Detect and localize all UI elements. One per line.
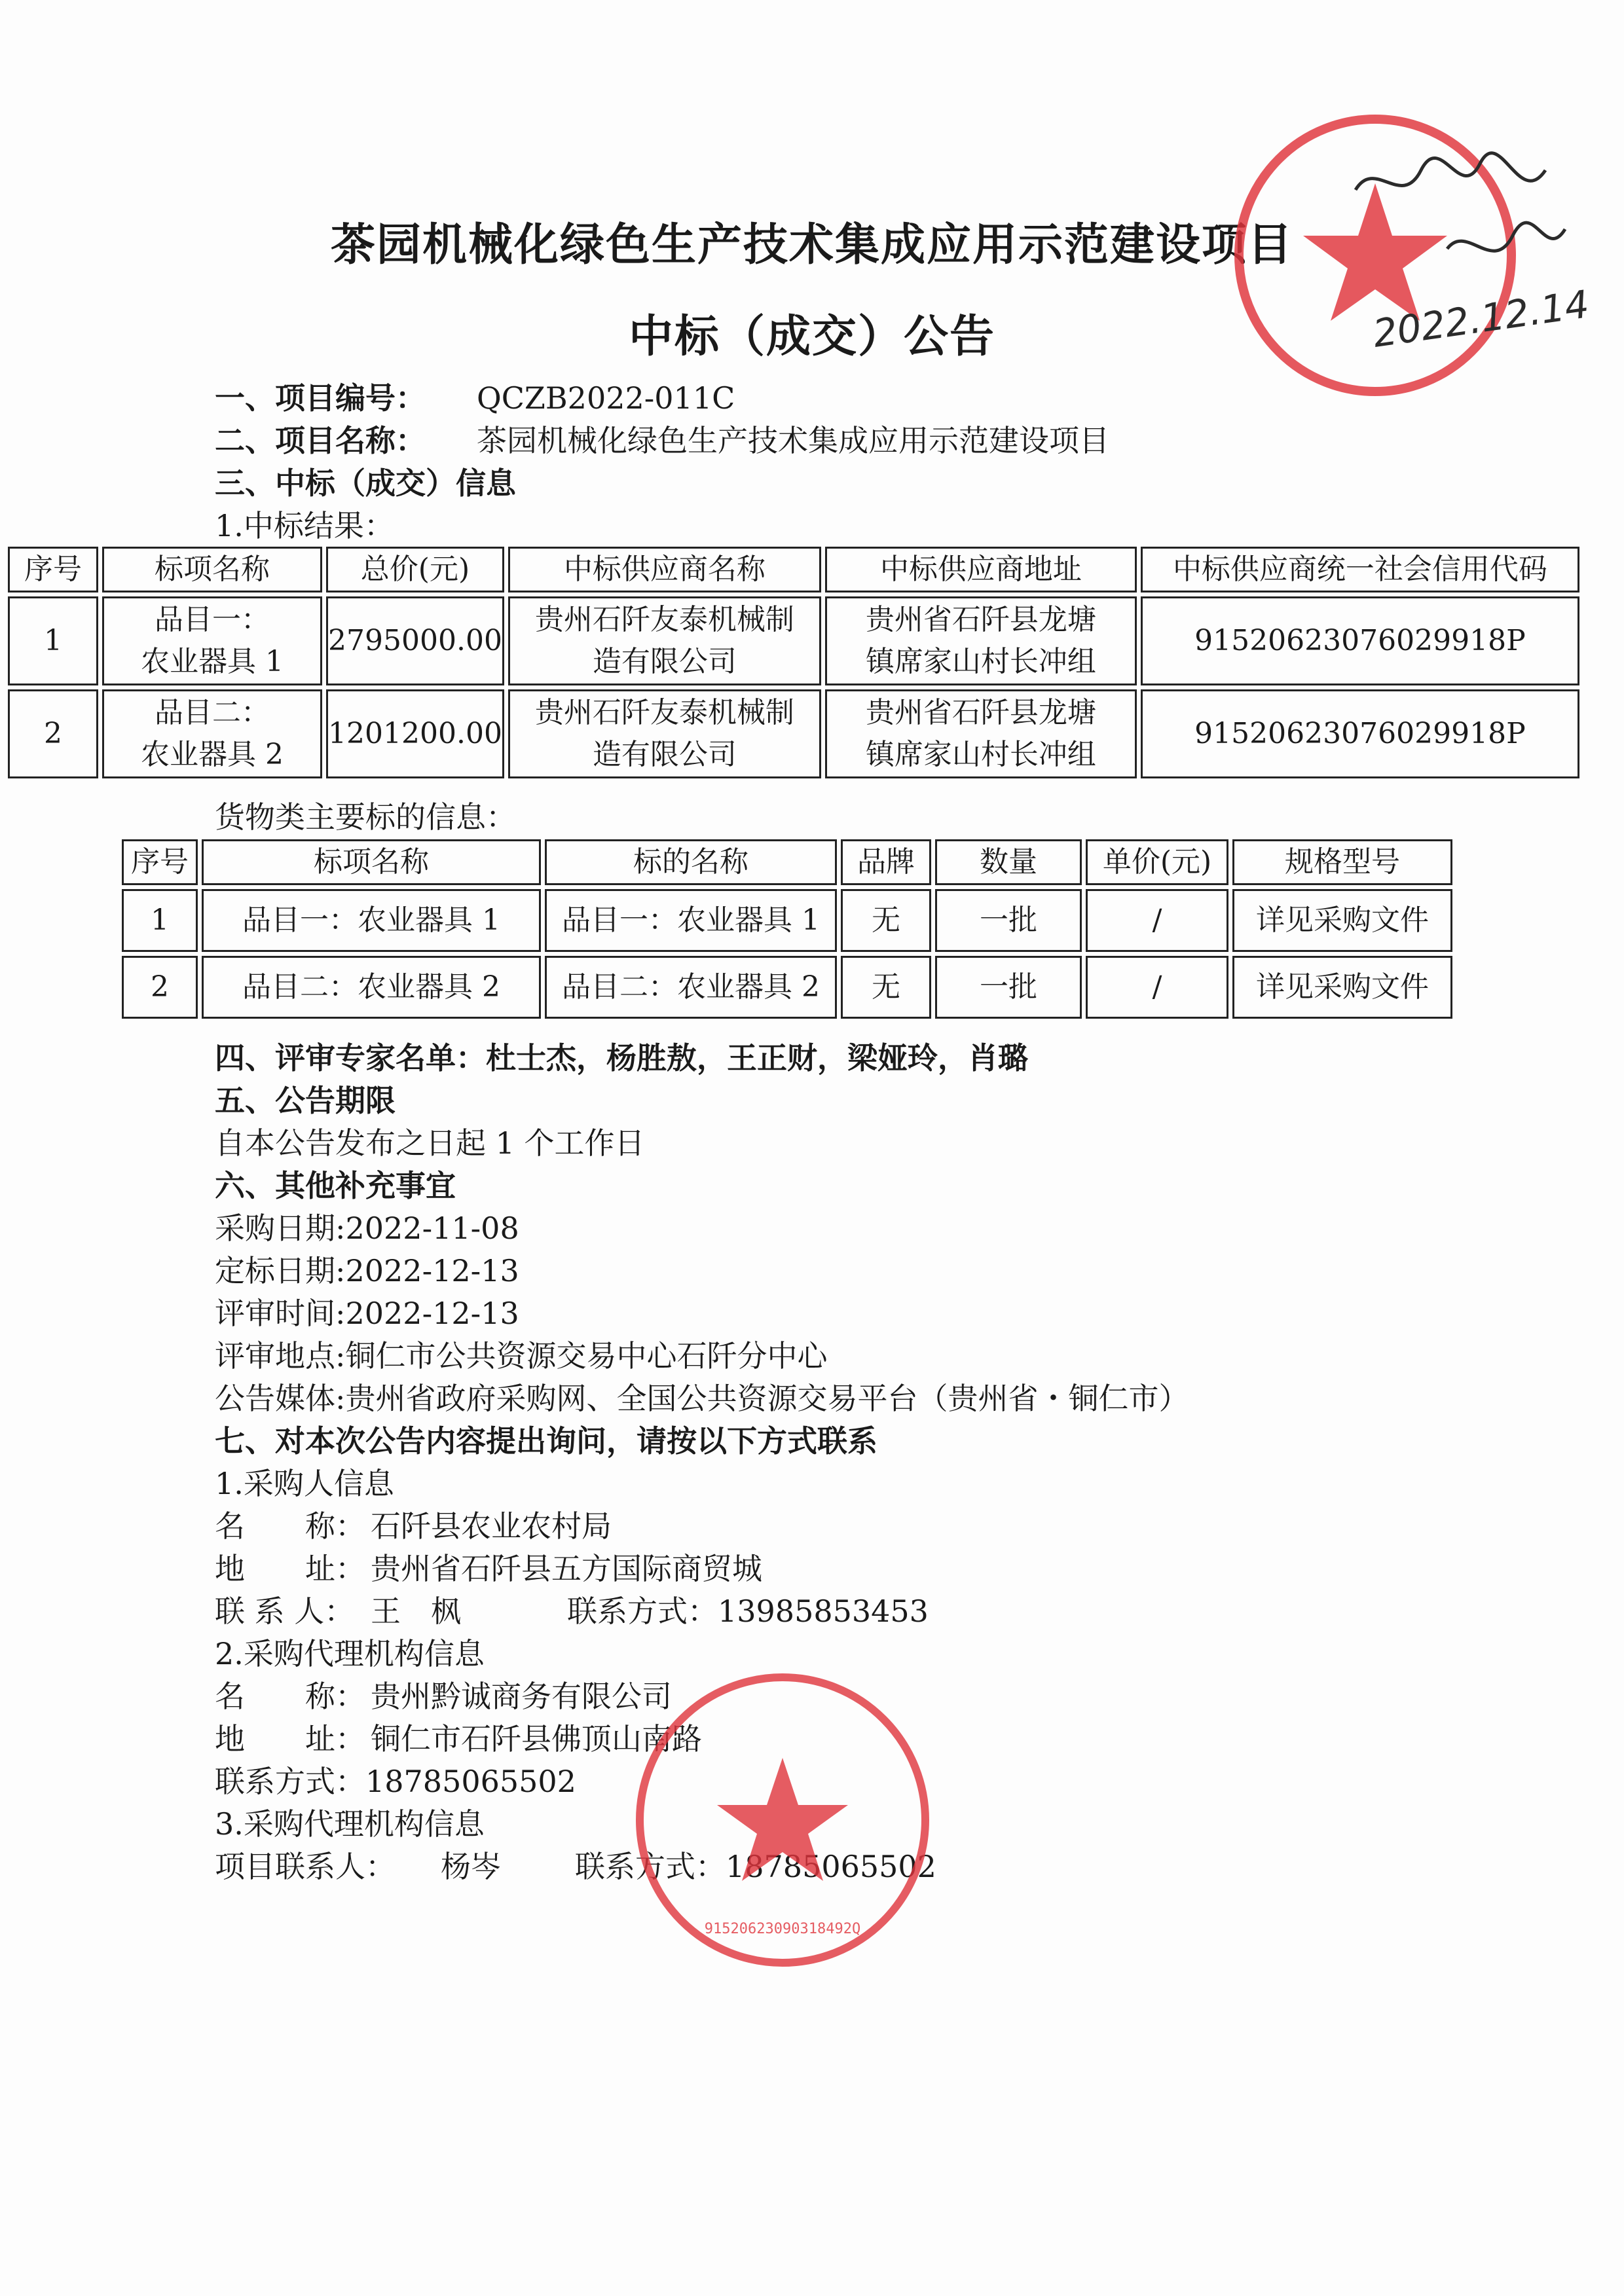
agent-phone-row xyxy=(215,1758,576,1801)
buyer-address-label: 地 址： xyxy=(215,1551,365,1586)
address-cell xyxy=(825,596,1137,685)
goods-table xyxy=(118,835,1456,1023)
result-table-header xyxy=(8,547,1579,592)
project-phone: 18785065502 xyxy=(726,1849,936,1884)
goods-cell: 品目二：农业器具 2 xyxy=(202,956,541,1019)
header-cell: 标项名称 xyxy=(202,839,541,885)
buyer-name: 石阡县农业农村局 xyxy=(371,1508,612,1544)
row-number: 1 xyxy=(8,596,98,685)
period-text: 自本公告发布之日起 1 个工作日 xyxy=(215,1125,645,1161)
goods-cell: 品目一：农业器具 1 xyxy=(545,889,837,952)
item-line: 农业器具 2 xyxy=(141,738,284,771)
document-title: 茶园机械化绿色生产技术集成应用示范建设项目 xyxy=(330,219,1293,271)
goods-cell: 一批 xyxy=(935,956,1082,1019)
header-cell: 标项名称 xyxy=(102,547,322,592)
goods-cell: 详见采购文件 xyxy=(1232,956,1452,1019)
review-place: 评审地点:铜仁市公共资源交易中心石阡分中心 xyxy=(215,1338,828,1374)
goods-cell: 无 xyxy=(841,956,931,1019)
item-line: 品目一： xyxy=(155,603,270,636)
project-contact-label: 项目联系人： xyxy=(215,1849,396,1884)
goods-label: 货物类主要标的信息： xyxy=(215,799,516,835)
supplier-line: 造有限公司 xyxy=(592,738,737,771)
goods-cell: 1 xyxy=(122,889,198,952)
document-subtitle: 中标（成交）公告 xyxy=(628,311,995,363)
agent-name: 贵州黔诚商务有限公司 xyxy=(371,1679,672,1714)
supplier-cell xyxy=(508,689,821,778)
project-name-label: 二、项目名称： xyxy=(215,423,426,458)
section-5-heading: 五、公告期限 xyxy=(215,1083,396,1118)
buyer-contact-label: 联 系 人： xyxy=(215,1594,355,1629)
header-cell: 标的名称 xyxy=(545,839,837,885)
goods-cell: / xyxy=(1086,956,1228,1019)
header-cell: 总价(元) xyxy=(326,547,504,592)
item-cell xyxy=(102,596,322,685)
header-cell: 中标供应商统一社会信用代码 xyxy=(1141,547,1579,592)
header-cell: 数量 xyxy=(935,839,1082,885)
agent-name-label: 名 称： xyxy=(215,1679,365,1714)
result-label: 1.中标结果： xyxy=(215,508,394,543)
buyer-title: 1.采购人信息 xyxy=(215,1466,394,1501)
buyer-name-label: 名 称： xyxy=(215,1508,365,1544)
buyer-phone: 13985853453 xyxy=(718,1594,929,1629)
project-name: 茶园机械化绿色生产技术集成应用示范建设项目 xyxy=(477,423,1109,458)
item-line: 品目二： xyxy=(155,696,270,729)
address-cell xyxy=(825,689,1137,778)
buyer-phone-label: 联系方式： xyxy=(567,1594,718,1629)
goods-cell: 详见采购文件 xyxy=(1232,889,1452,952)
agent-phone: 18785065502 xyxy=(365,1764,576,1799)
goods-table-header xyxy=(122,839,1452,885)
header-cell: 品牌 xyxy=(841,839,931,885)
agent-name-row xyxy=(215,1673,672,1716)
header-cell: 规格型号 xyxy=(1232,839,1452,885)
buyer-name-row xyxy=(215,1503,612,1546)
table-row xyxy=(122,956,1452,1019)
goods-cell: / xyxy=(1086,889,1228,952)
buyer-contact-row xyxy=(215,1588,929,1631)
project-contact: 杨岑 xyxy=(441,1849,501,1884)
header-cell: 中标供应商地址 xyxy=(825,547,1137,592)
address-line: 镇席家山村长冲组 xyxy=(865,738,1096,771)
buyer-contact: 王 枫 xyxy=(371,1594,461,1629)
signature-mark xyxy=(1349,151,1611,367)
project-number-label: 一、项目编号： xyxy=(215,380,426,416)
announcement-media: 公告媒体:贵州省政府采购网、全国公共资源交易平台（贵州省・铜仁市） xyxy=(215,1381,1189,1416)
address-line: 镇席家山村长冲组 xyxy=(865,645,1096,678)
signature-date: 2022.12.14 xyxy=(1370,282,1592,356)
table-row xyxy=(122,889,1452,952)
goods-cell: 品目二：农业器具 2 xyxy=(545,956,837,1019)
section-7-heading: 七、对本次公告内容提出询问，请按以下方式联系 xyxy=(215,1423,877,1459)
section-3-heading: 三、中标（成交）信息 xyxy=(215,465,516,501)
agent2-title: 3.采购代理机构信息 xyxy=(215,1806,485,1842)
goods-cell: 无 xyxy=(841,889,931,952)
result-table xyxy=(4,543,1583,782)
agent-seal xyxy=(629,1666,936,1974)
goods-cell: 品目一：农业器具 1 xyxy=(202,889,541,952)
item-line: 农业器具 1 xyxy=(141,645,284,678)
seal-code: 91520623090318492Q xyxy=(704,1921,861,1937)
decision-date: 定标日期:2022-12-13 xyxy=(215,1253,519,1288)
agent-address: 铜仁市石阡县佛顶山南路 xyxy=(371,1721,702,1757)
address-line: 贵州省石阡县龙塘 xyxy=(865,696,1096,729)
header-cell: 序号 xyxy=(8,547,98,592)
row-number: 2 xyxy=(8,689,98,778)
project-number-row xyxy=(215,374,735,418)
agent-title: 2.采购代理机构信息 xyxy=(215,1636,485,1671)
agent-phone-label: 联系方式： xyxy=(215,1764,365,1799)
table-row xyxy=(8,596,1579,685)
section-6-heading: 六、其他补充事宜 xyxy=(215,1168,456,1203)
price-cell: 2795000.00 xyxy=(326,596,504,685)
address-line: 贵州省石阡县龙塘 xyxy=(865,603,1096,636)
buyer-address: 贵州省石阡县五方国际商贸城 xyxy=(371,1551,762,1586)
table-row xyxy=(8,689,1579,778)
supplier-cell xyxy=(508,596,821,685)
credit-code-cell: 91520623076029918P xyxy=(1141,689,1579,778)
goods-cell: 2 xyxy=(122,956,198,1019)
header-cell: 中标供应商名称 xyxy=(508,547,821,592)
supplier-line: 造有限公司 xyxy=(592,645,737,678)
agent-address-label: 地 址： xyxy=(215,1721,365,1757)
project-number: QCZB2022-011C xyxy=(477,380,735,416)
buyer-address-row xyxy=(215,1545,762,1588)
item-cell xyxy=(102,689,322,778)
review-time: 评审时间:2022-12-13 xyxy=(215,1296,519,1331)
credit-code-cell: 91520623076029918P xyxy=(1141,596,1579,685)
goods-cell: 一批 xyxy=(935,889,1082,952)
header-cell: 序号 xyxy=(122,839,198,885)
experts-line: 四、评审专家名单：杜士杰，杨胜敖，王正财，梁娅玲，肖璐 xyxy=(215,1040,1028,1076)
project-phone-label: 联系方式： xyxy=(575,1849,726,1884)
project-name-row xyxy=(215,417,1109,460)
supplier-line: 贵州石阡友泰机械制 xyxy=(534,603,794,636)
purchase-date: 采购日期:2022-11-08 xyxy=(215,1211,519,1246)
supplier-line: 贵州石阡友泰机械制 xyxy=(534,696,794,729)
price-cell: 1201200.00 xyxy=(326,689,504,778)
header-cell: 单价(元) xyxy=(1086,839,1228,885)
